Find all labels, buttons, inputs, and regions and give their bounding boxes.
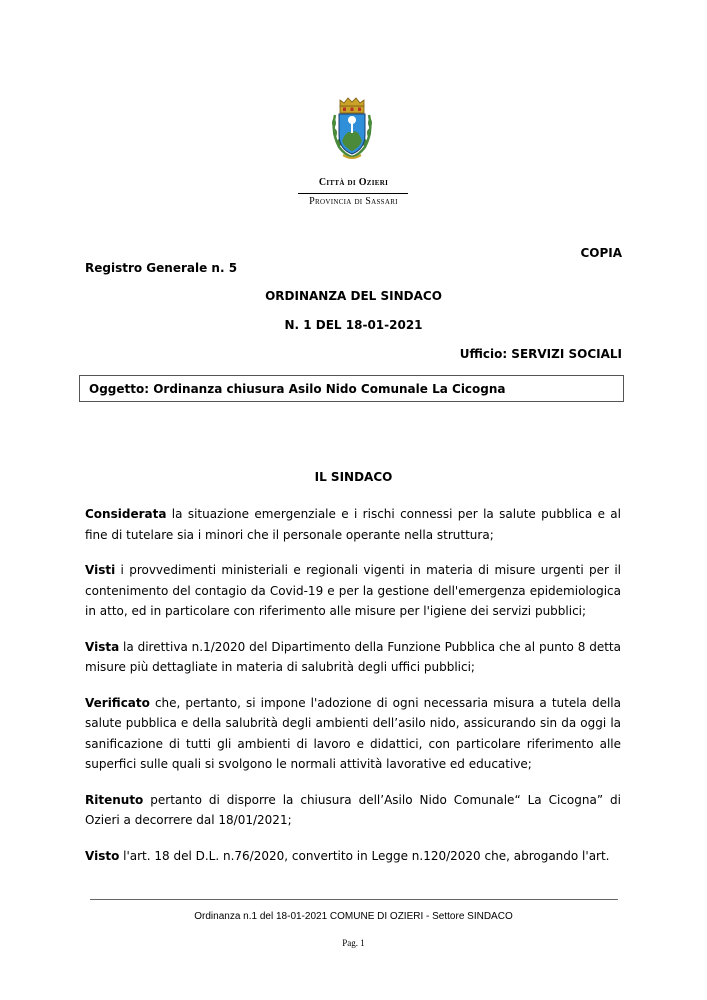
paragraph-lead: Visti: [85, 563, 116, 577]
paragraph-lead: Visto: [85, 848, 120, 863]
paragraph-text: che, pertanto, si impone l'adozione di ogni necessaria misura a tutela della salute pubblica e della salubrità degli ambienti dell’asilo nido, assicurando sin da oggi la sanificazione di tutti gli ambienti di lavoro e didattici, con particolare riferimento alle superfici sulle quali si svolgono le normali attività lavorative ed educative;: [85, 695, 621, 771]
paragraph-text: pertanto di disporre la chiusura dell’Asilo Nido Comunale“ La Cicogna” di Ozieri a decorrere dal 18/01/2021;: [85, 792, 621, 827]
paragraph: [85, 560, 621, 622]
document-body: [85, 504, 621, 881]
paragraph: [85, 637, 621, 678]
subject-box: [79, 375, 624, 402]
city-name: Città di Ozieri: [318, 177, 389, 188]
paragraph-lead: Considerata: [85, 507, 167, 521]
paragraph-text: l'art. 18 del D.L. n.76/2020, convertito in Legge n.120/2020 che, abrogando l'art.: [119, 848, 610, 863]
paragraph-lead: Ritenuto: [85, 792, 144, 807]
ordinance-title: ORDINANZA DEL SINDACO: [265, 289, 442, 303]
paragraph-lead: Vista: [85, 639, 120, 654]
paragraph: [85, 693, 621, 775]
paragraph-lead: Verificato: [85, 695, 150, 710]
section-heading: IL SINDACO: [314, 470, 393, 484]
province-name: Provincia di Sassari: [309, 196, 398, 207]
paragraph: [85, 790, 621, 831]
ordinance-number: N. 1 DEL 18-01-2021: [284, 318, 423, 332]
page-number: Pag. 1: [342, 938, 365, 948]
paragraph-text: la situazione emergenziale e i rischi connessi per la salute pubblica e al fine di tutelare sia i minori che il personale operante nella struttura;: [85, 507, 621, 542]
office-label: Ufficio: SERVIZI SOCIALI: [459, 347, 622, 361]
subject-text: Oggetto: Ordinanza chiusura Asilo Nido Comunale La Cicogna: [89, 382, 506, 396]
paragraph-text: la direttiva n.1/2020 del Dipartimento della Funzione Pubblica che al punto 8 detta misure più dettagliate in materia di salubrità degli uffici pubblici;: [85, 639, 621, 674]
city-crest-icon: [329, 97, 375, 163]
paragraph: [85, 846, 621, 867]
footer-text: Ordinanza n.1 del 18-01-2021 COMUNE DI OZIERI - Settore SINDACO: [194, 911, 513, 922]
header-divider: [298, 193, 408, 194]
paragraph: [85, 504, 621, 545]
paragraph-text: i provvedimenti ministeriali e regionali vigenti in materia di misure urgenti per il contenimento del contagio da Covid-19 e per la gestione dell'emergenza epidemiologica in atto, ed in particolare con riferimento alle misure per l'igiene dei servizi pubblici;: [85, 563, 621, 618]
copy-label: COPIA: [580, 246, 622, 260]
footer-divider: [90, 899, 618, 900]
register-number: Registro Generale n. 5: [85, 261, 238, 275]
